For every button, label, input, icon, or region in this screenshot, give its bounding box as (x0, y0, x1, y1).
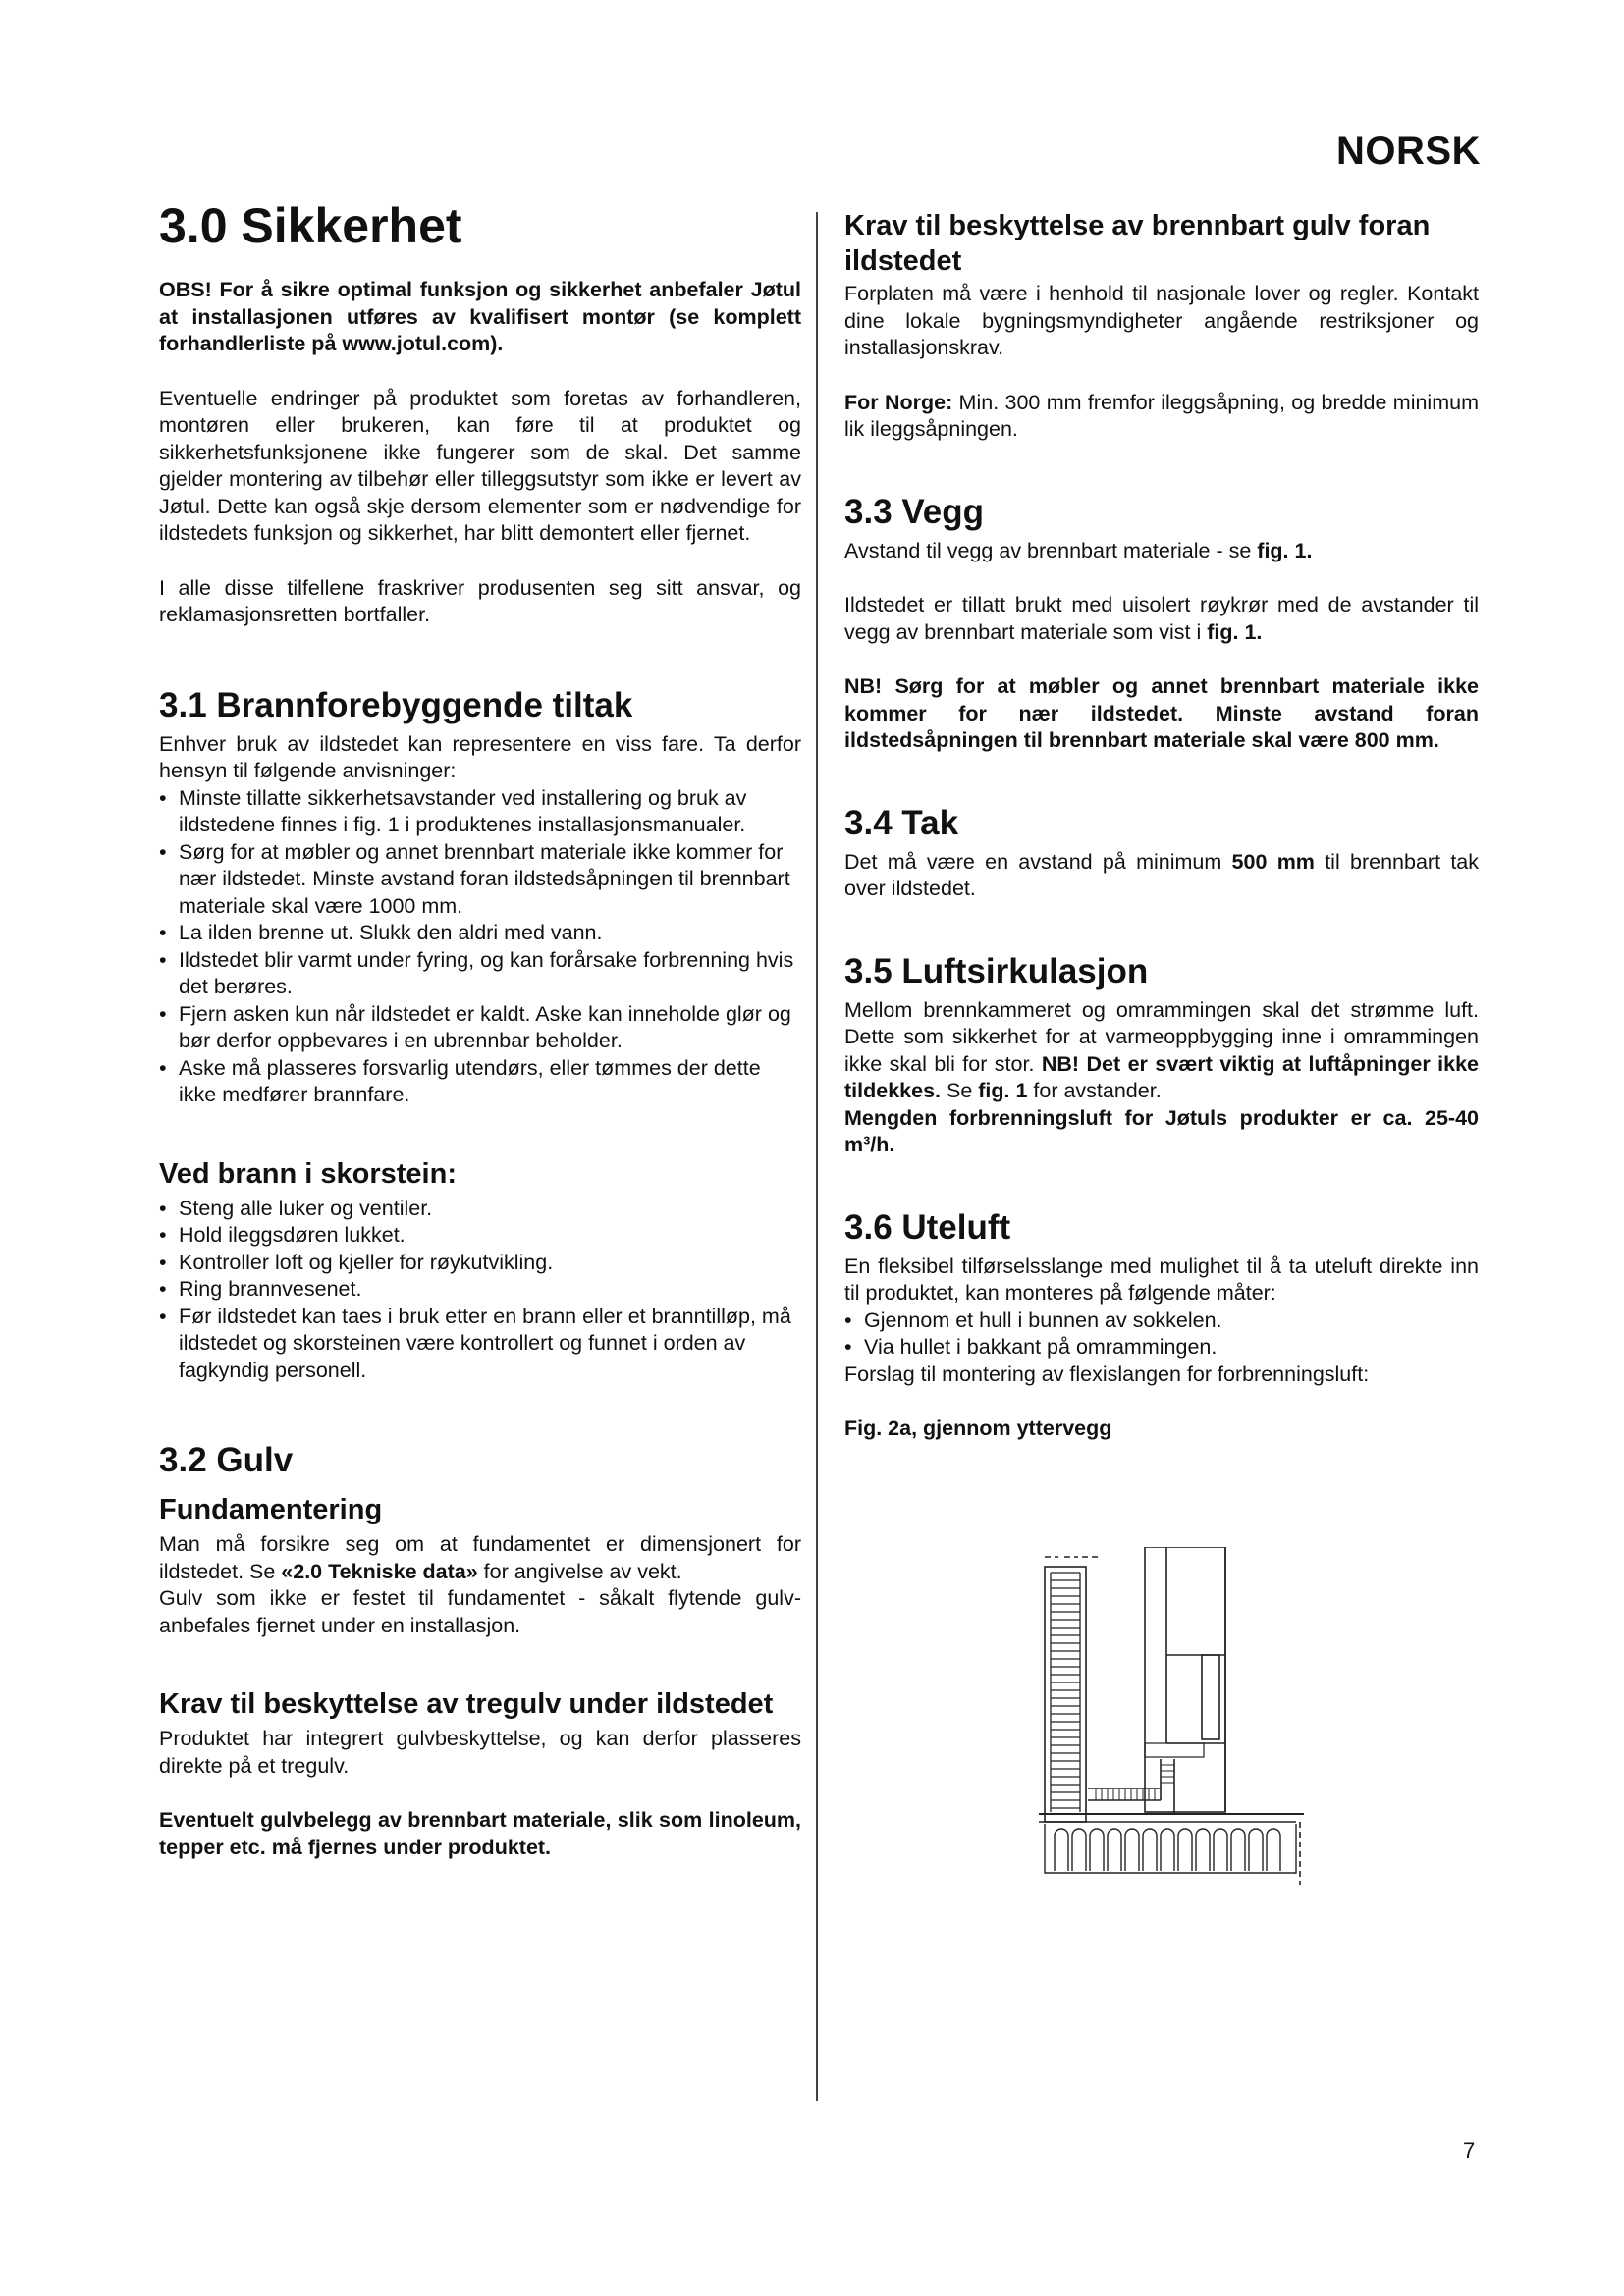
foundation-text: Man må forsikre seg om at fundamentet er dimensjonert for ildstedet. Se «2.0 Tekniske data» for angivelse av vekt. (159, 1532, 801, 1583)
list-item: • Før ildstedet kan taes i bruk etter en brann eller et branntilløp, må ildstedet og skorsteinen være kontrollert og funnet i orden av fagkyndig personell. (159, 1304, 801, 1385)
list-item: • Minste tillatte sikkerhetsavstander ved installering og bruk av ildstedene finnes i fig. 1 i produktenes installasjonsmanualer. (159, 785, 801, 839)
section-title-3-3: 3.3 Vegg (844, 492, 985, 531)
section-title-3-1: 3.1 Brannforebyggende tiltak (159, 685, 633, 724)
list-item: • Via hullet i bakkant på omrammingen. (844, 1334, 1479, 1362)
left-column (159, 196, 801, 1861)
column-divider (816, 212, 818, 2101)
language-label: NORSK (1336, 130, 1481, 173)
duct-ribs (1096, 1765, 1174, 1800)
chimney-fire-title: Ved brann i skorstein: (159, 1157, 457, 1190)
list-item: • Gjennom et hull i bunnen av sokkelen. (844, 1308, 1479, 1335)
page-number: 7 (1463, 2138, 1476, 2163)
list-item: • Kontroller loft og kjeller for røykutvikling. (159, 1250, 801, 1277)
ceiling-text: Det må være en avstand på minimum 500 mm til brennbart tak over ildstedet. (844, 849, 1479, 900)
list-item: • La ilden brenne ut. Slukk den aldri med vann. (159, 920, 801, 947)
figure-caption: Fig. 2a, gjennom yttervegg (844, 1416, 1112, 1440)
foundation-title: Fundamentering (159, 1494, 383, 1525)
smoke-pipe-text: Ildstedet er tillatt brukt med uisolert røykrør med de avstander til vegg av brennbart materiale som vist i fig. 1. (844, 593, 1479, 644)
wall-insulation (1051, 1573, 1080, 1812)
floor-covering-note: Eventuelt gulvbelegg av brennbart materiale, slik som linoleum, tepper etc. må fjernes under produktet. (159, 1808, 801, 1859)
s31-list (159, 785, 801, 1109)
floor-insulation (1045, 1824, 1296, 1873)
s31-intro: Enhver bruk av ildstedet kan representere en viss fare. Ta derfor hensyn til følgende anvisninger: (159, 731, 801, 782)
list-item: • Ildstedet blir varmt under fyring, og kan forårsake forbrenning hvis det berøres. (159, 947, 801, 1001)
wood-floor-title: Krav til beskyttelse av tregulv under ildstedet (159, 1688, 774, 1720)
modification-paragraph: Eventuelle endringer på produktet som foretas av forhandleren, montøren eller brukeren, kan føre til at produktet og sikkerhetsfunksjonene ikke fungerer som de skal. Det samme gjelder montering av tilbehør eller tilleggsutstyr som ikke er levert av Jøtul. Dette kan også skje dersom elementer som er nødvendige for ildstedets funksjon og sikkerhet, har blitt demontert eller fjernet. (159, 386, 801, 545)
air-circulation-text: Mellom brennkammeret og omrammingen skal det strømme luft. Dette som sikkerhet for at varmeoppbygging inne i omrammingen ikke skal bli for stor. NB! Det er svært viktig at luftåpninger ikke tildekkes. Se fig. 1 for avstander. (844, 997, 1479, 1102)
right-column (844, 208, 1479, 1443)
list-item: • Aske må plasseres forsvarlig utendørs, eller tømmes der dette ikke medfører brannfare. (159, 1055, 801, 1109)
list-item: • Sørg for at møbler og annet brennbart materiale ikke kommer for nær ildstedet. Minste avstand foran ildstedsåpningen til brennbart materiale skal være 1000 mm. (159, 839, 801, 921)
flexi-hose-text: Forslag til montering av flexislangen for forbrenningsluft: (844, 1362, 1370, 1386)
combustion-air-note: Mengden forbrenningsluft for Jøtuls produkter er ca. 25-40 m³/h. (844, 1105, 1479, 1156)
section-title-3-5: 3.5 Luftsirkulasjon (844, 951, 1149, 990)
liability-paragraph: I alle disse tilfellene fraskriver produsenten seg sitt ansvar, og reklamasjonsretten bortfaller. (159, 575, 801, 626)
section-title-3-2: 3.2 Gulv (159, 1441, 294, 1479)
wood-floor-text: Produktet har integrert gulvbeskyttelse, og kan derfor plasseres direkte på et tregulv. (159, 1727, 801, 1778)
obs-paragraph: OBS! For å sikre optimal funksjon og sikkerhet anbefaler Jøtul at installasjonen utføres av kvalifisert montør (se komplett forhandlerliste på www.jotul.com). (159, 278, 801, 355)
list-item: • Fjern asken kun når ildstedet er kaldt. Aske kan inneholde glør og bør derfor oppbevares i en ubrennbar beholder. (159, 1001, 801, 1055)
fig-2a-diagram (1039, 1547, 1304, 1885)
chimney-list (159, 1196, 801, 1385)
outside-air-list (844, 1308, 1479, 1362)
furniture-note: NB! Sørg for at møbler og annet brennbart materiale ikke kommer for nær ildstedet. Minste avstand foran ildstedsåpningen til brennbart materiale skal være 800 mm. (844, 674, 1479, 752)
air-duct (1088, 1759, 1174, 1814)
section-title-3-0: 3.0 Sikkerhet (159, 198, 462, 253)
front-floor-text: Forplaten må være i henhold til nasjonale lover og regler. Kontakt dine lokale bygningsmyndigheter angående restriksjoner og installasjonskrav. (844, 282, 1479, 359)
section-title-3-6: 3.6 Uteluft (844, 1207, 1011, 1247)
list-item: • Steng alle luker og ventiler. (159, 1196, 801, 1223)
wall-distance-text: Avstand til vegg av brennbart materiale - se fig. 1. (844, 538, 1313, 562)
list-item: • Hold ileggsdøren lukket. (159, 1222, 801, 1250)
outside-air-text: En fleksibel tilførselsslange med mulighet til å ta uteluft direkte inn til produktet, kan monteres på følgende måter: (844, 1254, 1479, 1305)
norway-requirement: For Norge: Min. 300 mm fremfor ileggsåpning, og bredde minimum lik ileggsåpningen. (844, 390, 1479, 441)
list-item: • Ring brannvesenet. (159, 1276, 801, 1304)
floating-floor-text: Gulv som ikke er festet til fundamentet - såkalt flytende gulv- anbefales fjernet under en installasjon. (159, 1586, 801, 1637)
section-title-3-4: 3.4 Tak (844, 803, 959, 842)
front-floor-title: Krav til beskyttelse av brennbart gulv foran ildstedet (844, 210, 1431, 277)
